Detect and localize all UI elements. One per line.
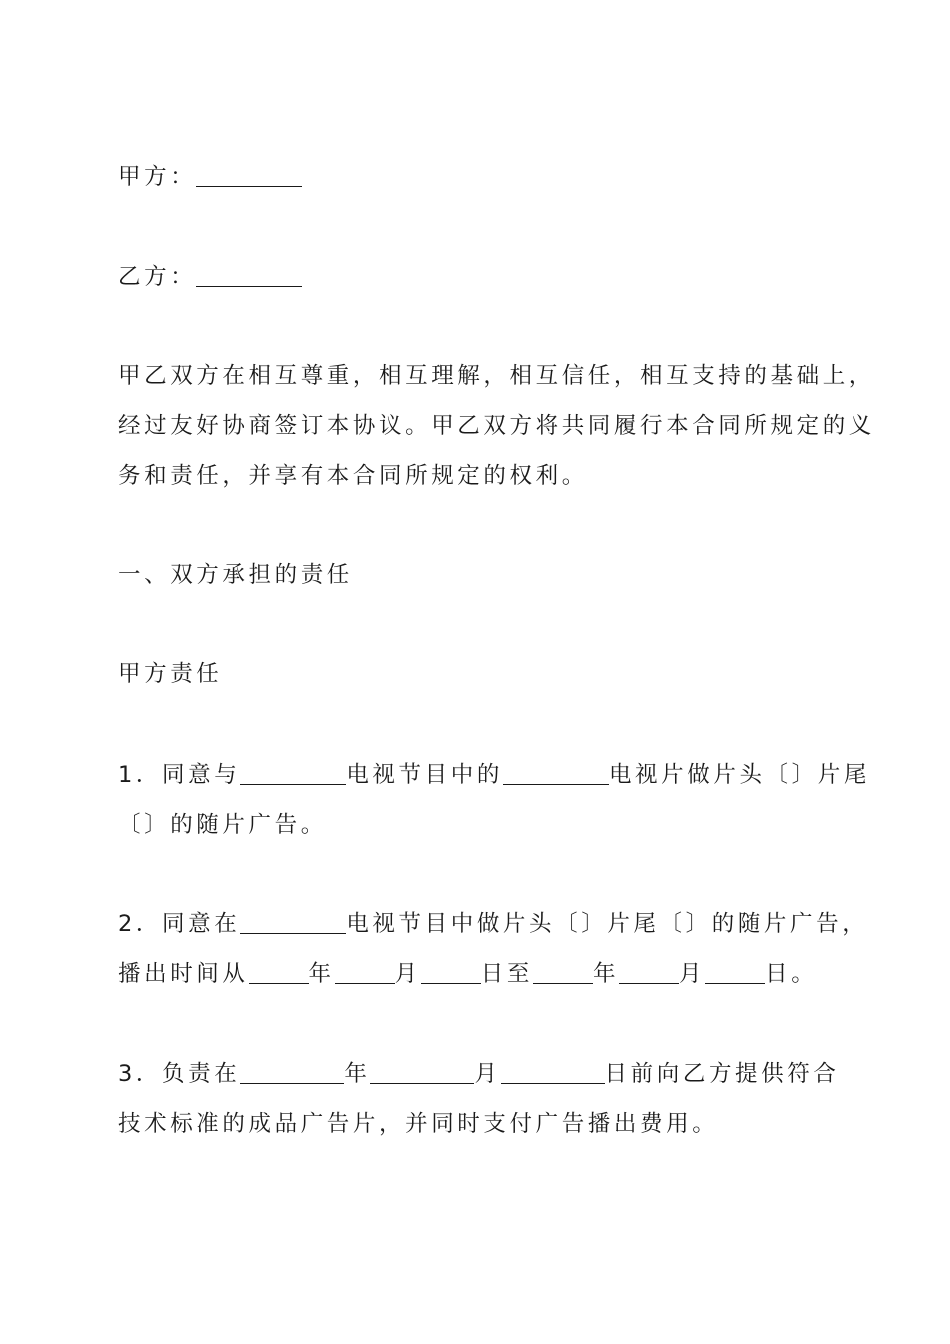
item-2-text-a: 2．同意在: [118, 911, 241, 937]
party-a-blank: [196, 162, 302, 187]
item-1-text-a: 1．同意与: [118, 762, 241, 788]
item-2-day-1: 日至: [480, 961, 533, 987]
item-3-line-2: 技术标准的成品广告片，并同时支付广告播出费用。: [118, 1111, 719, 1137]
item-2-year-1: 年: [308, 961, 335, 987]
item-2-text-b: 电视节目中做片头〔〕片尾〔〕的随片广告，: [346, 911, 869, 937]
item-3-day: 日前向乙方提供符合: [604, 1061, 840, 1087]
item-1-blank-2: [503, 760, 609, 785]
item-2-year-blank-2: [533, 959, 593, 984]
item-2-month-blank-1: [335, 959, 395, 984]
item-1-line-2: 〔〕的随片广告。: [118, 812, 327, 838]
item-3-day-blank: [501, 1059, 605, 1084]
item-2-day-blank-1: [421, 959, 481, 984]
item-3-month-blank: [370, 1059, 474, 1084]
intro-line-3: 务和责任，并享有本合同所规定的权利。: [118, 463, 588, 489]
party-a-label: 甲方：: [118, 164, 197, 190]
item-1-line-1: [118, 750, 870, 800]
item-3-year-blank: [240, 1059, 344, 1084]
item-3-text-a: 3．负责在: [118, 1061, 241, 1087]
item-1-blank-1: [240, 760, 346, 785]
item-2-date-prefix: 播出时间从: [118, 961, 249, 987]
item-2-month-blank-2: [619, 959, 679, 984]
item-3-month: 月: [474, 1061, 501, 1087]
item-2-day-2: 日。: [765, 961, 818, 987]
item-3-year: 年: [344, 1061, 371, 1087]
intro-line-2: 经过友好协商签订本协议。甲乙双方将共同履行本合同所规定的义: [118, 413, 875, 439]
intro-line-1: 甲乙双方在相互尊重，相互理解，相互信任，相互支持的基础上，: [118, 363, 875, 389]
party-b-label: 乙方：: [118, 264, 197, 290]
item-2-year-2: 年: [592, 961, 620, 987]
item-3-line-1: [118, 1049, 838, 1099]
party-b-line: [118, 252, 838, 302]
item-2-month-2: 月: [679, 961, 706, 987]
item-2-line-1: [118, 899, 869, 949]
party-a-responsibility-heading: 甲方责任: [118, 661, 223, 687]
item-2-blank-1: [240, 909, 346, 934]
item-1-text-c: 电视片做片头〔〕片尾: [608, 762, 870, 788]
item-2-line-2: [118, 949, 838, 999]
item-2-day-blank-2: [705, 959, 765, 984]
section-heading: 一、双方承担的责任: [118, 562, 353, 588]
party-b-blank: [196, 262, 302, 287]
item-2-year-blank-1: [249, 959, 309, 984]
item-1-text-b: 电视节目中的: [346, 762, 503, 788]
party-a-line: [118, 152, 838, 202]
item-2-month-1: 月: [394, 961, 421, 987]
